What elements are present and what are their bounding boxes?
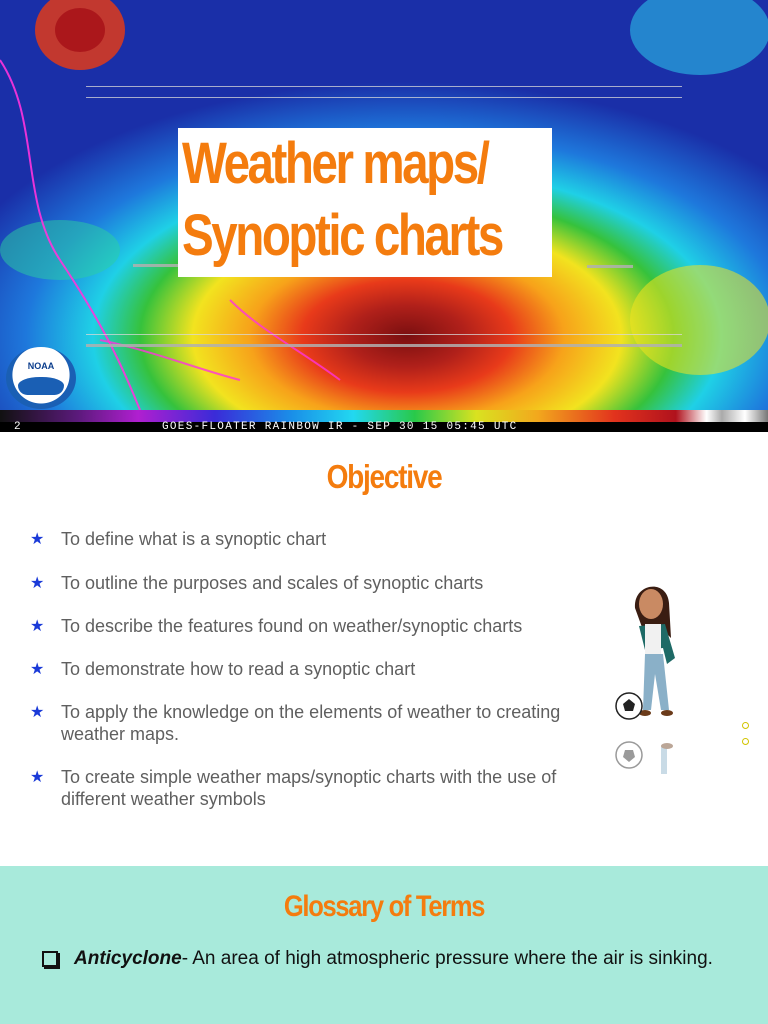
objective-list — [30, 528, 575, 810]
decor-line — [86, 86, 682, 87]
title-line-2: Synoptic charts — [182, 203, 502, 268]
star-icon: ★ — [30, 704, 45, 721]
objective-heading: Objective — [326, 458, 442, 495]
decor-dot — [742, 738, 749, 745]
list-item — [30, 615, 575, 637]
glossary-heading: Glossary of Terms — [283, 890, 485, 923]
title-line-1: Weather maps/ — [182, 131, 488, 196]
list-item — [30, 528, 575, 550]
caption-text: GOES-FLOATER RAINBOW IR - SEP 30 15 05:45 UTC — [162, 421, 518, 432]
logo-gull-shape — [18, 377, 64, 395]
objective-item-text: To outline the purposes and scales of synoptic charts — [61, 573, 484, 593]
star-icon: ★ — [30, 575, 45, 592]
term-definition: - An area of high atmospheric pressure where the air is sinking. — [181, 948, 713, 969]
glossary-slide — [0, 866, 768, 1024]
avatar-reflection — [605, 738, 715, 783]
decor-line — [86, 344, 682, 347]
term-name: Anticyclone — [74, 948, 182, 969]
list-item — [30, 701, 575, 745]
objective-item-text: To create simple weather maps/synoptic charts with the use of different weather symbols — [61, 767, 557, 809]
star-icon: ★ — [30, 661, 45, 678]
faded-decoration — [574, 556, 746, 564]
title-slide — [0, 0, 768, 432]
logo-text: NOAA — [27, 361, 55, 371]
glossary-entry — [42, 948, 742, 970]
star-icon: ★ — [30, 618, 45, 635]
checkbox-bullet-icon — [42, 951, 58, 967]
objective-slide — [0, 438, 768, 866]
noaa-logo-icon — [6, 347, 76, 409]
star-icon: ★ — [30, 531, 45, 548]
title-box — [178, 128, 552, 277]
objective-item-text: To apply the knowledge on the elements of weather to creating weather maps. — [61, 702, 561, 744]
caption-number: 2 — [14, 421, 21, 432]
objective-item-text: To demonstrate how to read a synoptic chart — [61, 659, 416, 679]
objective-item-text: To describe the features found on weather/synoptic charts — [61, 616, 523, 636]
decor-line — [133, 264, 179, 267]
list-item — [30, 658, 575, 680]
bitmoji-avatar — [605, 578, 715, 728]
glossary-term — [42, 948, 742, 970]
list-item — [30, 766, 575, 810]
objective-item-text: To define what is a synoptic chart — [61, 529, 327, 549]
decor-dot — [742, 722, 749, 729]
list-item — [30, 572, 575, 594]
decor-line — [86, 97, 682, 98]
image-caption-bar — [0, 422, 768, 432]
decor-line — [587, 265, 633, 268]
decor-line — [86, 334, 682, 335]
decor-dots — [742, 722, 749, 754]
star-icon: ★ — [30, 769, 45, 786]
